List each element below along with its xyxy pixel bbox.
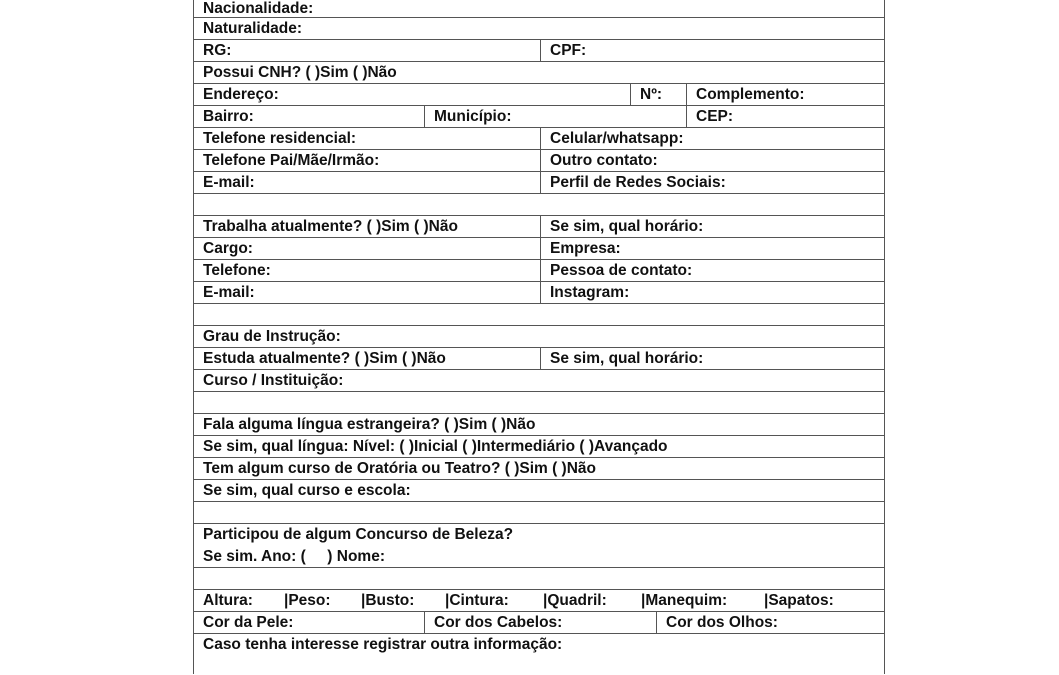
- bairro-field[interactable]: Bairro:: [203, 108, 254, 125]
- municipio-field[interactable]: Município:: [424, 106, 686, 127]
- row-cargo: [194, 238, 884, 260]
- row-estuda: [194, 348, 884, 370]
- concurso-ano-label: Se sim. Ano: ( ) Nome:: [203, 547, 385, 565]
- row-trabalha: [194, 216, 884, 238]
- celular-field[interactable]: Celular/whatsapp:: [540, 128, 884, 149]
- row-endereco: [194, 84, 884, 106]
- nacionalidade-label: Nacionalidade:: [203, 0, 314, 17]
- row-telefone-familia: [194, 150, 884, 172]
- row-blank-3: [194, 392, 884, 414]
- endereco-field[interactable]: Endereço:: [203, 86, 279, 103]
- outra-informacao-label: Caso tenha interesse registrar outra informação:: [203, 636, 563, 653]
- concurso-cell: [194, 524, 884, 567]
- cnh-question: Possui CNH? ( )Sim ( )Não: [203, 64, 397, 81]
- numero-field[interactable]: Nº:: [630, 84, 686, 105]
- row-rg-cpf: [194, 40, 884, 62]
- row-email: [194, 172, 884, 194]
- cor-pele-field[interactable]: Cor da Pele:: [203, 614, 294, 631]
- row-naturalidade[interactable]: [194, 18, 884, 40]
- pessoa-contato-field[interactable]: Pessoa de contato:: [540, 260, 884, 281]
- row-telefone-residencial: [194, 128, 884, 150]
- registration-form: [193, 0, 885, 674]
- cor-olhos-field[interactable]: Cor dos Olhos:: [656, 612, 884, 633]
- qual-lingua-question: Se sim, qual língua: Nível: ( )Inicial ( )Intermediário ( )Avançado: [203, 438, 668, 455]
- row-email-trabalho: [194, 282, 884, 304]
- complemento-field[interactable]: Complemento:: [686, 84, 884, 105]
- qual-curso-label: Se sim, qual curso e escola:: [203, 482, 411, 499]
- sapatos-field[interactable]: |Sapatos:: [764, 592, 834, 609]
- horario-trabalho-field[interactable]: Se sim, qual horário:: [540, 216, 884, 237]
- row-blank-5: [194, 568, 884, 590]
- row-bairro: [194, 106, 884, 128]
- peso-field[interactable]: |Peso:: [284, 592, 331, 609]
- email-trabalho-field[interactable]: E-mail:: [203, 284, 255, 301]
- oratoria-question: Tem algum curso de Oratória ou Teatro? ( )Sim ( )Não: [203, 460, 597, 477]
- row-qual-lingua[interactable]: [194, 436, 884, 458]
- grau-instrucao-label: Grau de Instrução:: [203, 328, 341, 345]
- rg-field[interactable]: RG:: [203, 42, 232, 59]
- row-blank-4: [194, 502, 884, 524]
- concurso-question: Participou de algum Concurso de Beleza?: [203, 526, 514, 543]
- row-concurso[interactable]: [194, 524, 884, 568]
- medidas-cell: [194, 590, 884, 611]
- row-outra-informacao[interactable]: [194, 634, 884, 674]
- naturalidade-label: Naturalidade:: [203, 20, 303, 37]
- curso-instituicao-label: Curso / Instituição:: [203, 372, 344, 389]
- row-cores: [194, 612, 884, 634]
- altura-field[interactable]: Altura:: [203, 592, 253, 609]
- cargo-field[interactable]: Cargo:: [203, 240, 253, 257]
- cintura-field[interactable]: |Cintura:: [445, 592, 509, 609]
- telefone-residencial-field[interactable]: Telefone residencial:: [203, 130, 357, 147]
- redes-sociais-field[interactable]: Perfil de Redes Sociais:: [540, 172, 884, 193]
- telefone-trabalho-field[interactable]: Telefone:: [203, 262, 271, 279]
- telefone-familia-field[interactable]: Telefone Pai/Mãe/Irmão:: [203, 152, 380, 169]
- quadril-field[interactable]: |Quadril:: [543, 592, 607, 609]
- cep-field[interactable]: CEP:: [686, 106, 884, 127]
- row-blank-1: [194, 194, 884, 216]
- horario-estudo-field[interactable]: Se sim, qual horário:: [540, 348, 884, 369]
- empresa-field[interactable]: Empresa:: [540, 238, 884, 259]
- row-nacionalidade[interactable]: [194, 0, 884, 18]
- row-qual-curso[interactable]: [194, 480, 884, 502]
- row-blank-2: [194, 304, 884, 326]
- email-field[interactable]: E-mail:: [203, 174, 255, 191]
- outro-contato-field[interactable]: Outro contato:: [540, 150, 884, 171]
- row-grau-instrucao[interactable]: [194, 326, 884, 348]
- manequim-field[interactable]: |Manequim:: [641, 592, 728, 609]
- busto-field[interactable]: |Busto:: [361, 592, 415, 609]
- instagram-field[interactable]: Instagram:: [540, 282, 884, 303]
- estuda-question[interactable]: Estuda atualmente? ( )Sim ( )Não: [203, 350, 446, 367]
- cpf-field[interactable]: CPF:: [540, 40, 884, 61]
- trabalha-question[interactable]: Trabalha atualmente? ( )Sim ( )Não: [203, 218, 458, 235]
- row-oratoria[interactable]: [194, 458, 884, 480]
- cor-cabelos-field[interactable]: Cor dos Cabelos:: [424, 612, 656, 633]
- row-medidas: [194, 590, 884, 612]
- row-cnh[interactable]: [194, 62, 884, 84]
- row-lingua-estrangeira[interactable]: [194, 414, 884, 436]
- row-curso-instituicao[interactable]: [194, 370, 884, 392]
- lingua-estrangeira-question: Fala alguma língua estrangeira? ( )Sim ( )Não: [203, 416, 536, 433]
- row-telefone-trabalho: [194, 260, 884, 282]
